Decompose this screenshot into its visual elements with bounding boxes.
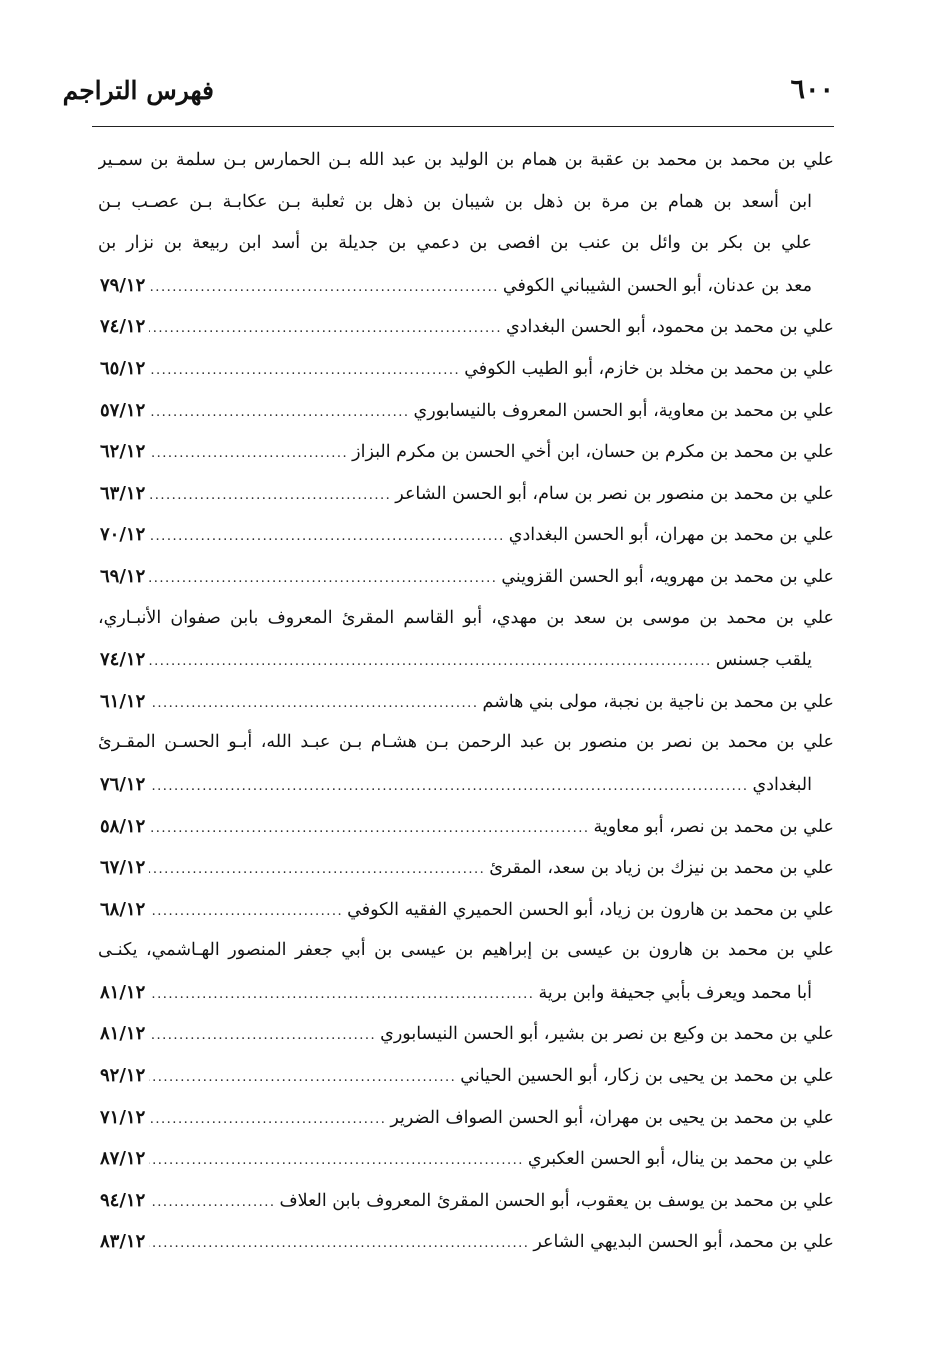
entry-name: أبا محمد ويعرف بأبي جحيفة وابن برية — [538, 982, 812, 1003]
volume-page-reference: ٥٨/١٢ — [100, 815, 146, 837]
volume-page-reference: ٩٢/١٢ — [100, 1065, 146, 1087]
index-entry — [98, 889, 834, 931]
index-entry — [98, 348, 834, 390]
dot-leader — [149, 641, 711, 681]
entry-reference-line — [98, 847, 834, 889]
entry-text-line: علي بن محمد بن محمد بن عقبة بن همام بن الوليد بن عبد الله بـن الحمارس بـن سلمة بن سمـير — [98, 150, 834, 170]
volume-page-reference: ٧١/١٢ — [100, 1106, 146, 1128]
entry-reference-line — [98, 431, 834, 473]
dot-leader — [149, 1057, 456, 1097]
volume-page-reference: ٦٣/١٢ — [100, 482, 146, 504]
volume-page-reference: ٦٩/١٢ — [100, 565, 146, 587]
entry-text-line: علي بن بكر بن وائل بن عنب بن افصى بن دعمي بن جديلة بن أسد ابن ربيعة بن نزار بن — [98, 233, 812, 254]
entry-name: علي بن محمد بن مهران، أبو الحسن البغدادي — [508, 525, 834, 546]
entry-name: علي بن محمد بن مهرويه، أبو الحسن القزويني — [501, 566, 834, 587]
index-entry — [98, 473, 834, 515]
entry-name: يلقب جسنس — [715, 650, 812, 671]
dot-leader — [149, 308, 502, 348]
volume-page-reference: ٧٤/١٢ — [100, 316, 146, 338]
volume-page-reference: ٦٧/١٢ — [100, 857, 146, 879]
index-entry — [98, 556, 834, 598]
dot-leader — [149, 433, 348, 473]
volume-page-reference: ٨٧/١٢ — [100, 1148, 146, 1170]
entry-text-line: علي بن محمد بن نصر بن منصور بن عبد الرحمن بـن هشـام بـن عبـد الله، أبـو الحسـن المقـرئ — [98, 732, 834, 753]
index-entry — [98, 722, 834, 805]
entry-name: علي بن محمد بن يحيى بن مهران، أبو الحسن الصواف الضرير — [390, 1107, 834, 1128]
entry-text-line: علي بن محمد بن موسى بن سعد بن مهدي، أبو القاسم المقرئ المعروف بابن صفوان الأنبـاري، — [98, 607, 834, 628]
index-entry — [98, 681, 834, 723]
dot-leader — [149, 683, 478, 723]
index-entry — [98, 1097, 834, 1139]
entry-name: علي بن محمد بن يحيى بن زكار، أبو الحسين الحياني — [460, 1066, 834, 1087]
entry-reference-line — [98, 1013, 834, 1055]
entry-reference-line — [98, 972, 834, 1014]
dot-leader — [149, 1182, 275, 1222]
volume-page-reference: ٧٩/١٢ — [100, 274, 146, 296]
volume-page-reference: ٦١/١٢ — [100, 690, 146, 712]
index-entry — [98, 1013, 834, 1055]
index-entry — [98, 431, 834, 473]
index-entry — [98, 930, 834, 1013]
dot-leader — [149, 392, 409, 432]
entry-text-line: ابن أسعد بن همام بن مرة بن ذهل بن شيبان بن ذهل بن ثعلبة بـن عكابـة بـن عصـب بـن — [98, 191, 812, 212]
running-title: فهرس التراجم — [62, 76, 214, 105]
entry-name: علي بن محمد بن ينال، أبو الحسن العكبري — [527, 1149, 834, 1170]
entry-name: البغدادي — [752, 774, 812, 795]
page-number: ٦٠٠ — [790, 74, 834, 105]
entry-name: علي بن محمد بن مخلد بن خازم، أبو الطيب الكوفي — [464, 358, 834, 379]
entry-reference-line — [98, 473, 834, 515]
dot-leader — [149, 808, 589, 848]
volume-page-reference: ٧٠/١٢ — [100, 524, 146, 546]
entry-reference-line — [98, 1138, 834, 1180]
entry-name: علي بن محمد بن نيزك بن زياد بن سعد، المقرئ — [489, 858, 834, 879]
volume-page-reference: ٩٤/١٢ — [100, 1189, 146, 1211]
entry-reference-line — [98, 556, 834, 598]
index-entry — [98, 390, 834, 432]
entry-name: علي بن محمد بن ناجية بن نجبة، مولى بني هاشم — [482, 691, 834, 712]
volume-page-reference: ٨١/١٢ — [100, 981, 146, 1003]
entry-name: علي بن محمد بن هارون بن زياد، أبو الحسن الحميري الفقيه الكوفي — [347, 899, 834, 920]
entry-reference-line — [98, 1055, 834, 1097]
dot-leader — [149, 766, 748, 806]
entry-reference-line — [98, 681, 834, 723]
dot-leader — [149, 516, 505, 556]
dot-leader — [149, 267, 499, 307]
dot-leader — [149, 1015, 376, 1055]
entry-reference-line — [98, 1180, 834, 1222]
entry-reference-line — [98, 514, 834, 556]
entry-name: علي بن محمد بن معاوية، أبو الحسن المعروف بالنيسابوري — [413, 400, 834, 421]
dot-leader — [149, 849, 485, 889]
biography-index-list — [98, 140, 834, 1263]
entry-text-line: علي بن محمد بن هارون بن عيسى بن إبراهيم بن عيسى بن أبي جعفر المنصور الهـاشمي، يكنـى — [98, 940, 834, 961]
entry-reference-line — [98, 889, 834, 931]
dot-leader — [149, 475, 391, 515]
index-entry — [98, 306, 834, 348]
header-rule — [92, 126, 834, 127]
entry-reference-line — [98, 764, 834, 806]
entry-name: علي بن محمد بن يوسف بن يعقوب، أبو الحسن المقرئ المعروف بابن العلاف — [279, 1190, 834, 1211]
entry-reference-line — [98, 306, 834, 348]
entry-reference-line — [98, 348, 834, 390]
dot-leader — [149, 974, 534, 1014]
volume-page-reference: ٦٨/١٢ — [100, 898, 146, 920]
index-entry — [98, 806, 834, 848]
entry-name: علي بن محمد، أبو الحسن البديهي الشاعر — [533, 1232, 834, 1253]
entry-reference-line — [98, 806, 834, 848]
entry-reference-line — [98, 1097, 834, 1139]
volume-page-reference: ٨٣/١٢ — [100, 1231, 146, 1253]
volume-page-reference: ٦٥/١٢ — [100, 357, 146, 379]
entry-reference-line — [98, 639, 834, 681]
index-entry — [98, 140, 834, 306]
entry-reference-line — [98, 390, 834, 432]
volume-page-reference: ٦٢/١٢ — [100, 441, 146, 463]
index-entry — [98, 1180, 834, 1222]
page-header — [62, 72, 834, 120]
index-entry — [98, 1055, 834, 1097]
volume-page-reference: ٧٦/١٢ — [100, 773, 146, 795]
dot-leader — [149, 891, 343, 931]
dot-leader — [149, 1223, 529, 1263]
dot-leader — [149, 1099, 386, 1139]
index-entry — [98, 847, 834, 889]
index-entry — [98, 1221, 834, 1263]
entry-name: علي بن محمد بن محمود، أبو الحسن البغدادي — [505, 317, 834, 338]
entry-name: علي بن محمد بن منصور بن نصر بن سام، أبو الحسن الشاعر — [395, 483, 834, 504]
entry-reference-line — [98, 265, 834, 307]
volume-page-reference: ٥٧/١٢ — [100, 399, 146, 421]
entry-reference-line — [98, 1221, 834, 1263]
entry-name: معد بن عدنان، أبو الحسن الشيباني الكوفي — [502, 275, 812, 296]
dot-leader — [149, 1140, 524, 1180]
index-entry — [98, 1138, 834, 1180]
index-entry — [98, 514, 834, 556]
volume-page-reference: ٧٤/١٢ — [100, 649, 146, 671]
entry-name: علي بن محمد بن وكيع بن نصر بن بشير، أبو الحسن النيسابوري — [380, 1024, 834, 1045]
entry-name: علي بن محمد بن مكرم بن حسان، ابن أخي الحسن بن مكرم البزاز — [352, 442, 834, 463]
entry-name: علي بن محمد بن نصر، أبو معاوية — [593, 816, 834, 837]
volume-page-reference: ٨١/١٢ — [100, 1023, 146, 1045]
dot-leader — [149, 350, 460, 390]
index-entry — [98, 598, 834, 681]
dot-leader — [149, 558, 497, 598]
